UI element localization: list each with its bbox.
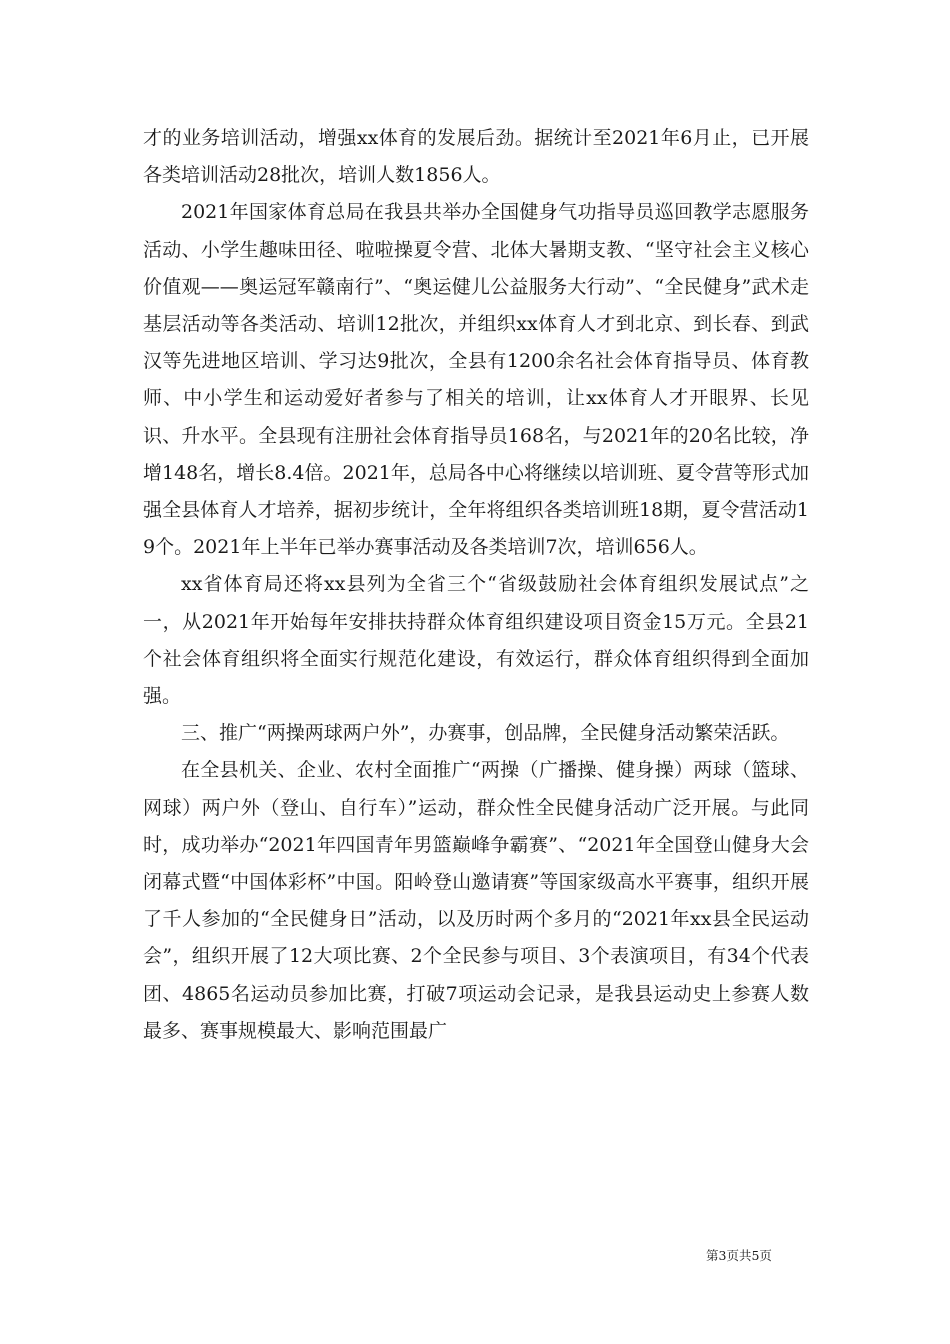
paragraph-training-continued: 才的业务培训活动，增强xx体育的发展后劲。据统计至2021年6月止，已开展各类培训活动28批次，培训人数1856人。	[143, 127, 809, 187]
paragraph-national-sports-activities: 2021年国家体育总局在我县共举办全国健身气功指导员巡回教学志愿服务活动、小学生趣味田径、啦啦操夏令营、北体大暑期支教、“坚守社会主义核心价值观——奥运冠军赣南行”、“奥运健儿公益服务大行动”、“全民健身”武术走基层活动等各类活动、培训12批次，并组织xx体育人才到北京、到长春、到武汉等先进地区培训、学习达9批次，全县有1200余名社会体育指导员、体育教师、中小学生和运动爱好者参与了相关的培训，让xx体育人才开眼界、长见识、升水平。全县现有注册社会体育指导员168名，与2021年的20名比较，净增148名，增长8.4倍。2021年，总局各中心将继续以培训班、夏令营等形式加强全县体育人才培养，据初步统计，全年将组织各类培训班18期，夏令营活动19个。2021年上半年已举办赛事活动及各类培训7次，培训656人。	[143, 201, 809, 559]
paragraph-fitness-events: 在全县机关、企业、农村全面推广“两操（广播操、健身操）两球（篮球、网球）两户外（登山、自行车）”运动，群众性全民健身活动广泛开展。与此同时，成功举办“2021年四国青年男篮巅峰争霸赛”、“2021年全国登山健身大会闭幕式暨“中国体彩杯”中国。阳岭登山邀请赛”等国家级高水平赛事，组织开展了千人参加的“全民健身日”活动，以及历时两个多月的“2021年xx县全民运动会”，组织开展了12大项比赛、2个全民参与项目、3个表演项目，有34个代表团、4865名运动员参加比赛，打破7项运动会记录，是我县运动史上参赛人数最多、赛事规模最大、影响范围最广	[143, 759, 809, 1042]
document-body	[143, 120, 809, 1050]
page-number: 第3页共5页	[706, 1248, 772, 1263]
paragraph-provincial-pilot: xx省体育局还将xx县列为全省三个“省级鼓励社会体育组织发展试点”之一，从2021年开始每年安排扶持群众体育组织建设项目资金15万元。全县21个社会体育组织将全面实行规范化建设，有效运行，群众体育组织得到全面加强。	[143, 573, 809, 708]
section-heading-three: 三、推广“两操两球两户外”，办赛事，创品牌，全民健身活动繁荣活跃。	[181, 722, 790, 745]
